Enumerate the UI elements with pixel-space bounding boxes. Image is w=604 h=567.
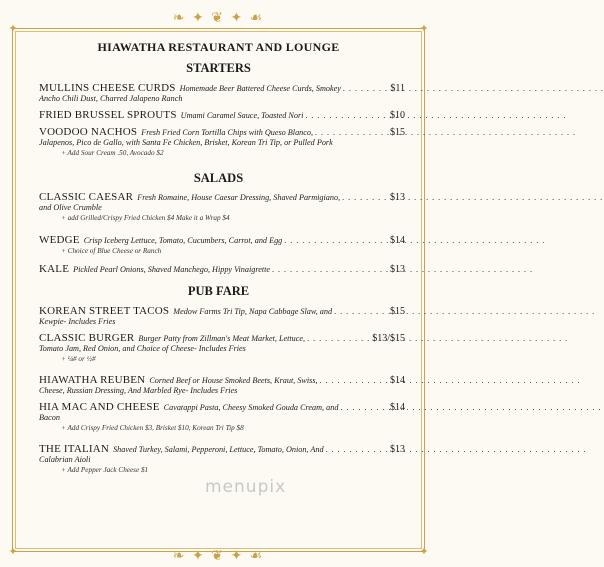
corner-ornament-icon: ✦ [8, 23, 18, 35]
menu-item [39, 444, 405, 475]
item-addon: + Choice of Blue Cheese or Ranch [61, 247, 162, 255]
item-name: WEDGE [39, 234, 80, 246]
menu-item [39, 306, 405, 327]
item-price: $11 [390, 83, 405, 94]
corner-ornament-icon: ✦ [8, 546, 18, 558]
item-price: $14 [390, 235, 405, 246]
item-price: $15 [390, 127, 405, 138]
item-description-cont: Calabrian Aioli [39, 455, 91, 464]
item-price: $10 [390, 110, 405, 121]
item-name: KOREAN STREET TACOS [39, 305, 170, 317]
item-name: CLASSIC CAESAR [39, 191, 134, 203]
menu-item [39, 235, 405, 256]
item-description-cont: and Olive Crumble [39, 203, 102, 212]
corner-ornament-icon: ✦ [419, 23, 429, 35]
item-name: MULLINS CHEESE CURDS [39, 82, 176, 94]
menu-item [39, 83, 405, 104]
dot-leader [270, 264, 390, 275]
section-heading-pub-fare: PUB FARE [187, 284, 250, 298]
item-name: VOODOO NACHOS [39, 126, 138, 138]
section-heading-salads: SALADS [193, 171, 244, 185]
item-description: Corned Beef or House Smoked Beets, Kraut, Swiss, [149, 376, 318, 385]
corner-ornament-icon: ✦ [419, 546, 429, 558]
item-addon: + Add Pepper Jack Cheese $1 [61, 466, 149, 474]
item-name: THE ITALIAN [39, 443, 110, 455]
item-description-cont: Tomato Jam, Red Onion, and Choice of Cheese- Includes Fries [39, 344, 246, 353]
item-description: Shaved Turkey, Salami, Pepperoni, Lettuce, Tomato, Onion, And [113, 445, 324, 454]
item-name: HIA MAC AND CHEESE [39, 401, 160, 413]
item-price: $13 [390, 264, 405, 275]
menu-item [39, 110, 405, 121]
menu-item [39, 375, 405, 396]
item-name: HIAWATHA REUBEN [39, 374, 146, 386]
dot-leader [305, 333, 372, 344]
item-name: CLASSIC BURGER [39, 332, 135, 344]
bottom-ornament-icon: ❧ ✦ ❦ ✦ ☙ [172, 549, 265, 564]
section-heading-starters: STARTERS [186, 61, 251, 75]
item-description-cont: Ancho Chili Dust, Charred Jalapeno Ranch [39, 94, 183, 103]
item-description-cont: Cheese, Russian Dressing, And Marbled Rye- Includes Fries [39, 386, 238, 395]
item-addon: + ¼# or ½# [61, 355, 96, 363]
item-description: Umami Caramel Sauce, Toasted Nori [180, 111, 304, 120]
item-description: Medow Farms Tri Tip, Napa Cabbage Slaw, and [173, 307, 333, 316]
item-price: $15 [390, 306, 405, 317]
restaurant-title: HIAWATHA RESTAURANT AND LOUNGE [97, 40, 340, 54]
dot-leader [338, 402, 390, 413]
dot-leader [303, 110, 390, 121]
dot-leader [341, 83, 390, 94]
dot-leader [282, 235, 390, 246]
top-ornament-icon: ❧ ✦ ❦ ✦ ☙ [172, 11, 265, 26]
item-description-cont: Jalapenos, Pico de Gallo, with Santa Fe Chicken, Brisket, Korean Tri Tip, or Pulled Pork [39, 138, 333, 147]
item-description: Cavatappi Pasta, Cheesy Smoked Gouda Cream, and [163, 403, 339, 412]
menu-item [39, 333, 405, 364]
menupix-watermark: menupix [205, 477, 287, 497]
dot-leader [332, 306, 390, 317]
item-name: KALE [39, 263, 70, 275]
menu-item [39, 192, 405, 223]
item-addon: + add Grilled/Crispy Fried Chicken $4 Make it a Wrap $4 [61, 214, 230, 222]
item-description: Crisp Iceberg Lettuce, Tomato, Cucumbers, Carrot, and Egg [83, 236, 283, 245]
item-description-cont: Bacon [39, 413, 60, 422]
item-price: $13/$15 [372, 333, 405, 344]
item-addon: + Add Crispy Fried Chicken $3, Brisket $10, Korean Tri Tip $8 [61, 424, 244, 432]
item-name: FRIED BRUSSEL SPROUTS [39, 109, 177, 121]
item-price: $14 [390, 375, 405, 386]
dot-leader [324, 444, 390, 455]
dot-leader [313, 127, 390, 138]
item-price: $13 [390, 192, 405, 203]
item-description: Fresh Romaine, House Caesar Dressing, Shaved Parmigiano, [137, 193, 341, 202]
item-description: Pickled Pearl Onions, Shaved Manchego, Hippy Vinaigrette [73, 265, 271, 274]
menu-item [39, 264, 405, 275]
menu-item [39, 402, 405, 433]
item-description-cont: Kewpie- Includes Fries [39, 317, 116, 326]
dot-leader [340, 192, 390, 203]
item-price: $14 [390, 402, 405, 413]
item-description: Homemade Beer Battered Cheese Curds, Smokey [179, 84, 341, 93]
item-description: Fresh Fried Corn Tortilla Chips with Queso Blanco, [141, 128, 314, 137]
menu-item [39, 127, 405, 158]
item-addon: + Add Sour Cream .50, Avocado $2 [61, 149, 164, 157]
dot-leader [318, 375, 390, 386]
item-price: $13 [390, 444, 405, 455]
item-description: Burger Patty from Zillman's Meat Market, Lettuce, [138, 334, 306, 343]
